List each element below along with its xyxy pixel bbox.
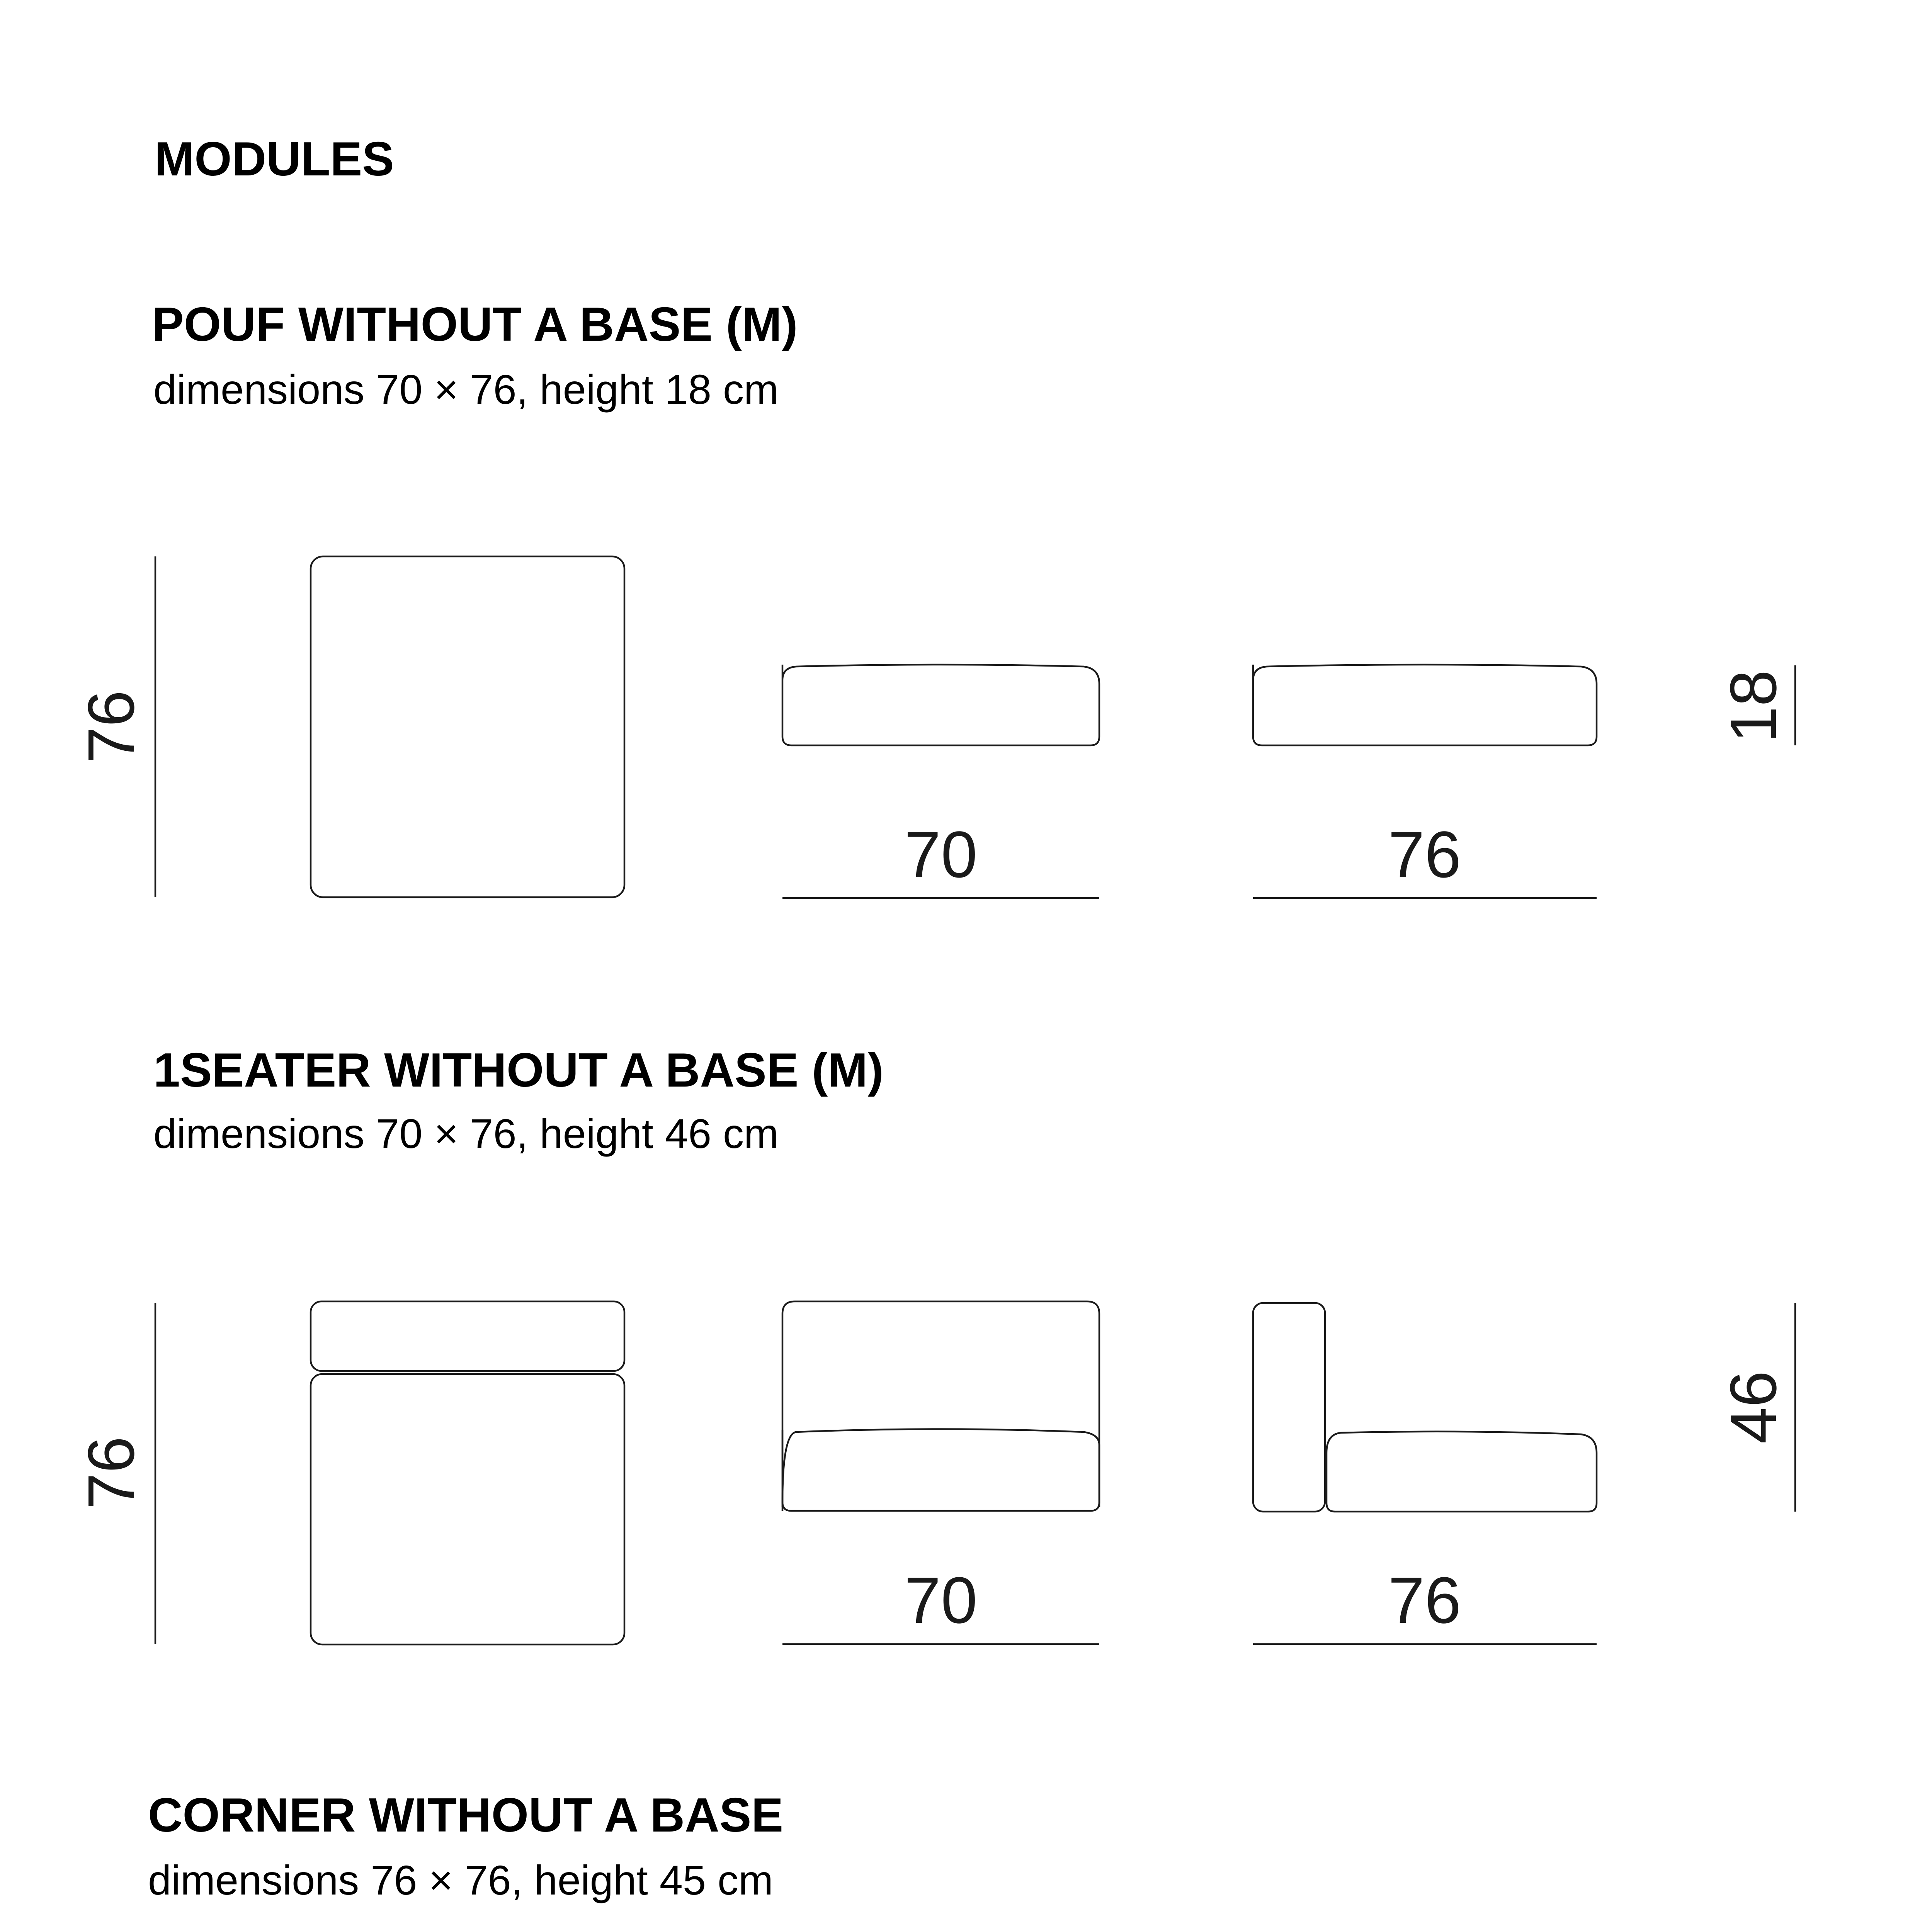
section-subtitle-corner: dimensions 76 × 76, height 45 cm xyxy=(148,1857,773,1903)
1seater-side-view-backrest xyxy=(1253,1303,1325,1512)
pouf-side-width-label: 76 xyxy=(1388,818,1461,891)
page-title: MODULES xyxy=(155,133,394,186)
pouf-depth-label: 76 xyxy=(75,690,148,764)
section-title-1seater: 1SEATER WITHOUT A BASE (M) xyxy=(153,1044,884,1097)
1seater-front-view-backrest xyxy=(782,1301,1099,1507)
pouf-drawings xyxy=(75,556,1795,898)
section-subtitle-1seater: dimensions 70 × 76, height 46 cm xyxy=(153,1110,779,1157)
1seater-top-view-backrest xyxy=(311,1301,624,1371)
section-subtitle-pouf: dimensions 70 × 76, height 18 cm xyxy=(153,366,779,413)
pouf-side-view xyxy=(1253,665,1597,745)
section-title-corner: CORNER WITHOUT A BASE xyxy=(148,1789,784,1842)
section-title-pouf: POUF WITHOUT A BASE (M) xyxy=(152,298,798,351)
1seater-front-view-seat-cushion xyxy=(782,1429,1099,1511)
1seater-top-view-seat xyxy=(311,1374,624,1645)
1seater-drawings xyxy=(75,1301,1795,1645)
pouf-top-view xyxy=(311,556,624,897)
pouf-front-view xyxy=(782,665,1099,745)
1seater-side-view-seat xyxy=(1327,1432,1597,1512)
1seater-front-view-base xyxy=(782,1430,1090,1511)
1seater-side-width-label: 76 xyxy=(1388,1564,1461,1637)
pouf-front-width-label: 70 xyxy=(904,818,978,891)
pouf-height-label: 18 xyxy=(1717,670,1790,743)
1seater-front-width-label: 70 xyxy=(904,1564,978,1637)
1seater-depth-label: 76 xyxy=(75,1436,148,1510)
1seater-height-label: 46 xyxy=(1717,1371,1790,1444)
